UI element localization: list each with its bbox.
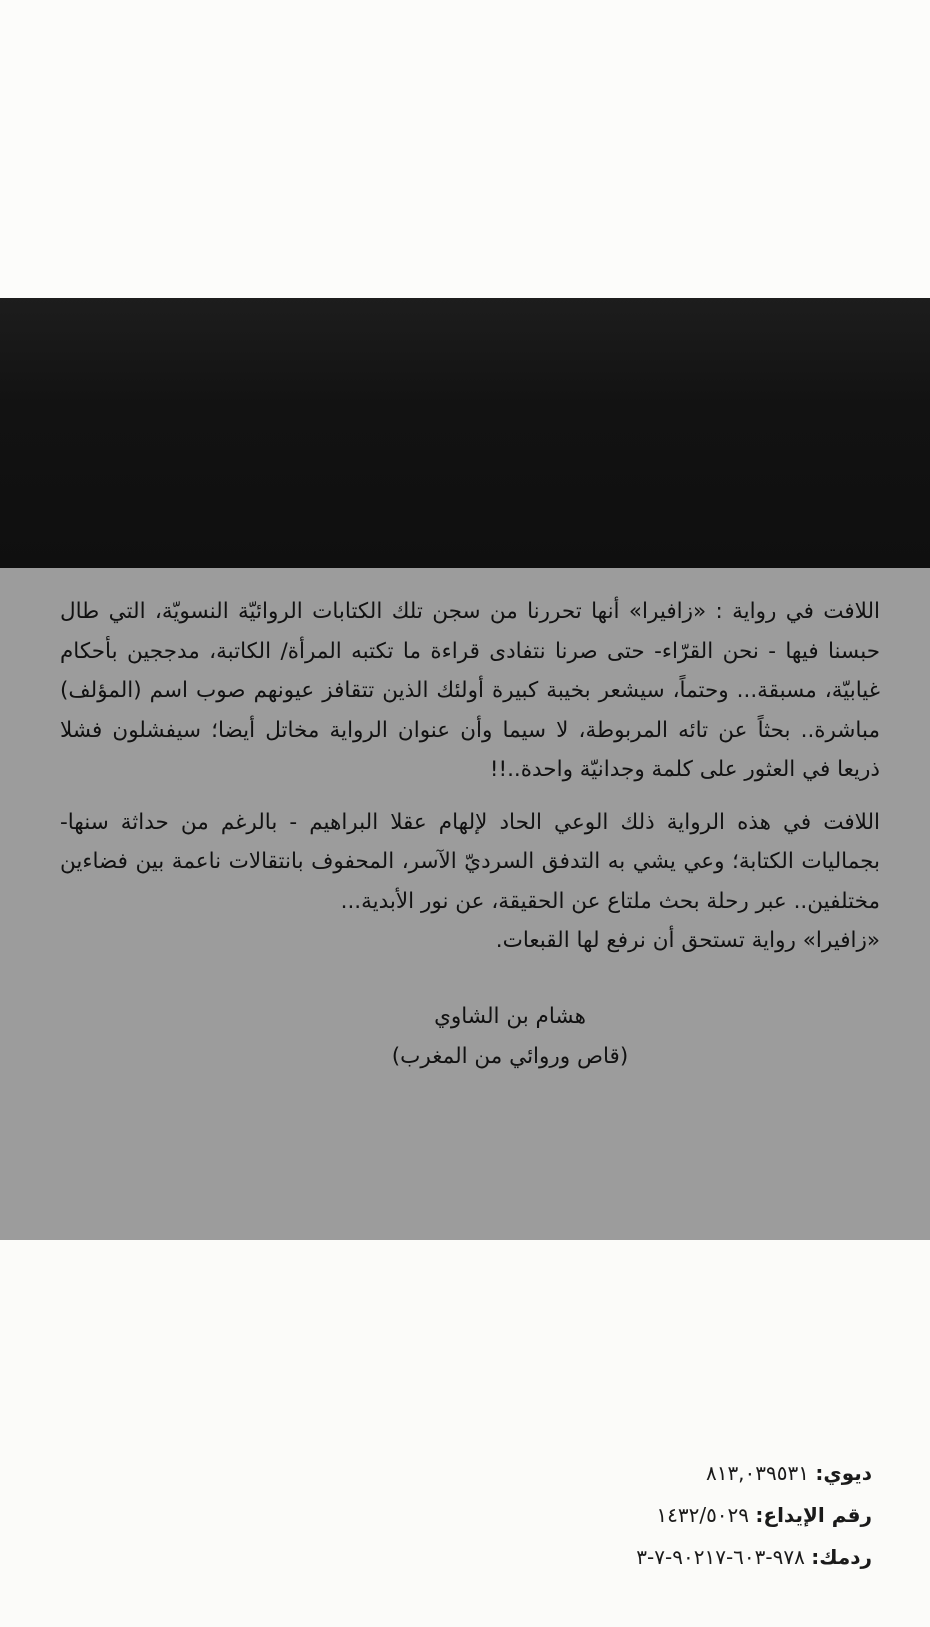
author-name: هشام بن الشاوي xyxy=(434,1003,586,1029)
dark-photo-band xyxy=(0,298,930,568)
deposit-row xyxy=(636,1494,872,1536)
review-paragraph-3: «زافيرا» رواية تستحق أن نرفع لها القبعات. xyxy=(495,928,880,953)
dewey-row xyxy=(636,1452,872,1494)
isbn-value: ٩٧٨-٦٠٣-٩٠٢١٧-٧-٣ xyxy=(636,1545,805,1569)
author-description: (قاص وروائي من المغرب) xyxy=(391,1043,629,1069)
isbn-row xyxy=(636,1536,872,1578)
catalog-info xyxy=(636,1452,872,1578)
review-panel xyxy=(0,568,930,1240)
top-blank-area xyxy=(0,0,930,298)
isbn-label: ردمك: xyxy=(811,1545,872,1569)
review-paragraph-1: اللافت في رواية : «زافيرا» أنها تحررنا من سجن تلك الكتابات الروائيّة النسويّة، التي طال حبسنا فيها - نحن القرّاء- حتى صرنا نتفادى قراءة ما تكتبه المرأة/ الكاتبة، مدججين بأحكام غيابيّة، مسبقة... وحتماً، سيشعر بخيبة كبيرة أولئك الذين تتقافز عيونهم صوب اسم (المؤلف) مباشرة.. بحثاً عن تائه المربوطة، لا سيما وأن عنوان الرواية مخاتل أيضا؛ سيفشلون فشلا ذريعا في العثور على كلمة وجدانيّة واحدة..!! xyxy=(60,599,880,782)
review-signature xyxy=(380,997,640,1077)
dewey-value: ٨١٣,٠٣٩٥٣١ xyxy=(705,1461,809,1485)
dewey-label: ديوي: xyxy=(815,1461,872,1485)
deposit-label: رقم الإيداع: xyxy=(755,1503,872,1527)
review-paragraph-2: اللافت في هذه الرواية ذلك الوعي الحاد لإلهام عقلا البراهيم - بالرغم من حداثة سنها- بجماليات الكتابة؛ وعي يشي به التدفق السرديّ الآسر، المحفوف بانتقالات ناعمة بين فضاءين مختلفين.. عبر رحلة بحث ملتاع عن الحقيقة، عن نور الأبدية... xyxy=(60,809,880,914)
deposit-value: ١٤٣٢/٥٠٢٩ xyxy=(656,1503,750,1527)
